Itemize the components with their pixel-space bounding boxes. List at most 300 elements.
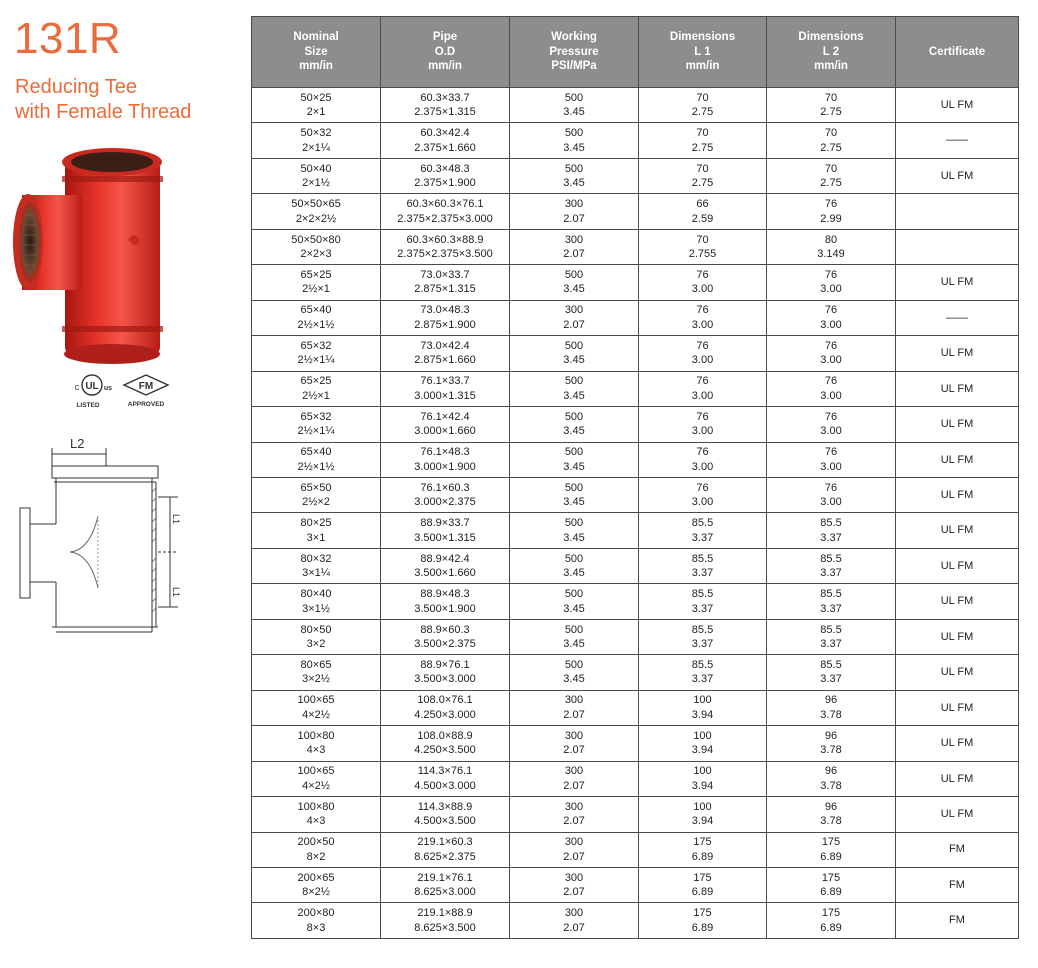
cell-working-pressure [510, 619, 639, 654]
ul-us-mark: us [103, 385, 113, 392]
cell-line: 3×2½ [302, 673, 330, 686]
cell-pipe-od [381, 194, 510, 229]
cell-pipe-od [381, 690, 510, 725]
cell-line: 3.37 [820, 638, 842, 651]
cell-line: 60.3×42.4 [420, 127, 470, 140]
cell-dimension-l1 [639, 123, 767, 158]
cell-line: 2½×1½ [297, 318, 335, 331]
cell-working-pressure [510, 194, 639, 229]
cell-line: 3.00 [820, 389, 842, 402]
cell-line: 2.75 [820, 141, 842, 154]
cell-line: 70 [824, 91, 838, 104]
cell-line: 500 [564, 446, 584, 459]
cell-dimension-l2 [767, 867, 896, 902]
table-row [252, 265, 1019, 300]
header-nominal-size: Nominal Size mm/in [252, 17, 381, 88]
product-name-line: Reducing Tee [15, 76, 137, 98]
cell-line: 2.99 [820, 212, 842, 225]
cell-line: 200×65 [297, 871, 335, 884]
cell-dimension-l2 [767, 726, 896, 761]
cell-line: 3.45 [563, 141, 585, 154]
cell-line: 70 [824, 127, 838, 140]
cell-line: 175 [693, 907, 712, 920]
table-row [252, 761, 1019, 796]
cell-dimension-l2 [767, 903, 896, 939]
cell-certificate: UL FM [896, 797, 1019, 832]
cell-line: 65×25 [300, 268, 332, 281]
cell-line: 80×65 [300, 658, 332, 671]
cell-line: 3.78 [820, 779, 842, 792]
cell-line: 2.375×1.900 [414, 177, 476, 190]
cell-line: 3.37 [820, 567, 842, 580]
cell-line: 3.500×1.900 [414, 602, 476, 615]
cell-line: 3.500×2.375 [414, 638, 476, 651]
cell-nominal-size [252, 513, 381, 548]
cell-line: 80×32 [300, 552, 332, 565]
cell-dimension-l2 [767, 229, 896, 264]
cell-dimension-l1 [639, 655, 767, 690]
cell-line: 6.89 [691, 886, 714, 899]
specification-table [251, 16, 1019, 939]
cell-line: 3.00 [820, 460, 842, 473]
cell-line: 2.07 [563, 708, 585, 721]
cell-line: 2½×1½ [297, 460, 335, 473]
cell-working-pressure [510, 158, 639, 193]
cell-line: 3.94 [691, 708, 714, 721]
cell-line: 96 [824, 729, 838, 742]
cell-line: 3.37 [820, 531, 842, 544]
cell-line: 80×40 [300, 588, 332, 601]
cell-line: 3.00 [691, 354, 714, 367]
cell-working-pressure [510, 229, 639, 264]
cell-line: 100×65 [297, 765, 335, 778]
cell-certificate: UL FM [896, 761, 1019, 796]
cell-dimension-l1 [639, 619, 767, 654]
cell-dimension-l1 [639, 584, 767, 619]
cell-line: 500 [564, 552, 584, 565]
cell-dimension-l2 [767, 690, 896, 725]
cell-working-pressure [510, 761, 639, 796]
cell-line: 85.5 [820, 588, 842, 601]
cell-line: 500 [564, 127, 584, 140]
cell-line: 100×80 [297, 800, 335, 813]
product-name [15, 75, 191, 125]
cell-certificate: UL FM [896, 88, 1019, 123]
cell-working-pressure [510, 655, 639, 690]
cell-nominal-size [252, 619, 381, 654]
table-row [252, 867, 1019, 902]
cell-nominal-size [252, 158, 381, 193]
cell-certificate: UL FM [896, 619, 1019, 654]
cell-line: 2½×1¼ [297, 425, 335, 438]
cell-line: 3.37 [820, 602, 842, 615]
cell-line: 500 [564, 375, 584, 388]
table-row [252, 336, 1019, 371]
cell-nominal-size [252, 832, 381, 867]
cell-dimension-l1 [639, 761, 767, 796]
cell-dimension-l2 [767, 371, 896, 406]
cell-line: 2.07 [563, 921, 585, 934]
cell-nominal-size [252, 88, 381, 123]
cell-dimension-l2 [767, 797, 896, 832]
cell-pipe-od [381, 726, 510, 761]
cell-line: 3.00 [691, 318, 714, 331]
cell-line: 3.00 [820, 283, 842, 296]
cell-line: 2.75 [691, 177, 714, 190]
cell-line: 500 [564, 410, 584, 423]
cell-line: 76 [824, 410, 838, 423]
cell-line: 76.1×42.4 [420, 410, 470, 423]
cell-line: 3.00 [691, 425, 714, 438]
cell-line: 114.3×88.9 [417, 800, 473, 813]
cell-line: 73.0×33.7 [420, 268, 470, 281]
cell-line: 3×2 [306, 638, 326, 651]
cell-line: 6.89 [691, 850, 714, 863]
cell-line: 3.37 [691, 602, 714, 615]
table-row [252, 548, 1019, 583]
cell-line: 65×25 [300, 375, 332, 388]
cell-line: 300 [564, 907, 584, 920]
cell-line: 4.500×3.500 [414, 815, 476, 828]
cell-pipe-od [381, 548, 510, 583]
cell-dimension-l1 [639, 477, 767, 512]
cell-line: 8×2 [306, 850, 326, 863]
cell-line: 2.07 [563, 318, 585, 331]
cell-dimension-l2 [767, 407, 896, 442]
cell-line: 3.500×1.315 [414, 531, 476, 544]
cell-line: 300 [564, 871, 584, 884]
cell-line: 76 [696, 481, 709, 494]
cell-line: 3.45 [563, 425, 585, 438]
cell-line: 76 [824, 198, 838, 211]
cell-working-pressure [510, 832, 639, 867]
cell-working-pressure [510, 797, 639, 832]
cell-line: 85.5 [691, 517, 714, 530]
cell-line: 60.3×60.3×88.9 [406, 233, 484, 246]
cell-working-pressure [510, 548, 639, 583]
product-name-line: with Female Thread [15, 101, 192, 123]
cell-working-pressure [510, 336, 639, 371]
cell-line: 500 [564, 162, 584, 175]
cell-line: 2.07 [563, 850, 585, 863]
cell-line: 6.89 [820, 921, 842, 934]
cell-line: 3.45 [563, 531, 585, 544]
cell-line: 2.375×2.375×3.000 [397, 212, 493, 225]
cell-line: 2×2×2½ [295, 212, 337, 225]
cell-nominal-size [252, 194, 381, 229]
cell-line: 76 [824, 339, 838, 352]
cell-line: 3.45 [563, 177, 585, 190]
cell-line: 3.45 [563, 354, 585, 367]
cell-line: 2.875×1.660 [414, 354, 476, 367]
certification-logos [62, 372, 182, 412]
cell-line: 85.5 [691, 552, 714, 565]
cell-dimension-l1 [639, 158, 767, 193]
cell-line: 65×32 [300, 339, 332, 352]
cell-nominal-size [252, 584, 381, 619]
header-dimensions-l1: Dimensions L 1 mm/in [639, 17, 767, 88]
cell-line: 76 [824, 446, 838, 459]
cell-pipe-od [381, 442, 510, 477]
cell-nominal-size [252, 407, 381, 442]
cell-line: 73.0×42.4 [420, 339, 470, 352]
cell-nominal-size [252, 726, 381, 761]
cell-line: 50×32 [300, 127, 332, 140]
cell-line: 100×80 [297, 729, 335, 742]
cell-line: 175 [821, 907, 841, 920]
cell-certificate: UL FM [896, 584, 1019, 619]
cell-line: 500 [564, 268, 584, 281]
cell-dimension-l1 [639, 442, 767, 477]
cell-line: 88.9×33.7 [420, 517, 470, 530]
cell-line: 60.3×33.7 [420, 91, 470, 104]
cell-certificate [896, 194, 1019, 229]
cell-line: 8×2½ [302, 886, 330, 899]
label-l2: L2 [70, 436, 85, 451]
table-row [252, 726, 1019, 761]
cell-nominal-size [252, 797, 381, 832]
table-header-row [252, 17, 1019, 88]
cell-line: 70 [696, 233, 709, 246]
cell-line: 300 [564, 800, 584, 813]
cell-line: 2×1½ [302, 177, 330, 190]
cell-nominal-size [252, 442, 381, 477]
cell-line: 3.94 [691, 744, 714, 757]
cell-certificate: —— [896, 300, 1019, 335]
fm-caption: APPROVED [127, 401, 165, 408]
cell-line: 2.875×1.900 [414, 318, 476, 331]
cell-nominal-size [252, 655, 381, 690]
cell-line: 8.625×3.000 [414, 886, 476, 899]
cell-dimension-l2 [767, 477, 896, 512]
cell-dimension-l1 [639, 229, 767, 264]
cell-pipe-od [381, 832, 510, 867]
cell-line: 2.07 [563, 815, 585, 828]
cell-line: 3.00 [820, 318, 842, 331]
cell-line: 2.75 [691, 141, 714, 154]
cell-line: 2.75 [691, 106, 714, 119]
cell-line: 2½×2 [302, 496, 330, 509]
cell-dimension-l2 [767, 655, 896, 690]
cell-dimension-l2 [767, 123, 896, 158]
cell-line: 114.3×76.1 [417, 765, 473, 778]
cell-dimension-l2 [767, 548, 896, 583]
cell-line: 6.89 [691, 921, 714, 934]
cell-certificate: UL FM [896, 371, 1019, 406]
cell-pipe-od [381, 229, 510, 264]
cell-line: 3.000×1.660 [414, 425, 476, 438]
cell-line: 3.37 [820, 673, 842, 686]
cell-line: 3.37 [691, 567, 714, 580]
cell-line: 300 [564, 836, 584, 849]
cell-line: 2.75 [820, 106, 842, 119]
cell-line: 300 [564, 304, 584, 317]
cell-pipe-od [381, 619, 510, 654]
cell-nominal-size [252, 477, 381, 512]
cell-certificate: —— [896, 123, 1019, 158]
cell-line: 2×2×3 [300, 248, 332, 261]
cell-line: 100 [693, 765, 712, 778]
cell-line: 500 [564, 658, 584, 671]
cell-line: 3.45 [563, 283, 585, 296]
cell-pipe-od [381, 371, 510, 406]
cell-line: 219.1×76.1 [417, 871, 473, 884]
header-working-pressure: Working Pressure PSI/MPa [510, 17, 639, 88]
cell-line: 73.0×48.3 [420, 304, 470, 317]
cell-dimension-l2 [767, 88, 896, 123]
cell-line: 76 [696, 268, 709, 281]
cell-pipe-od [381, 300, 510, 335]
cell-certificate: UL FM [896, 548, 1019, 583]
cell-line: 76 [696, 339, 709, 352]
cell-pipe-od [381, 407, 510, 442]
cell-line: 4.250×3.500 [414, 744, 476, 757]
table-row [252, 690, 1019, 725]
cell-line: 3.00 [691, 496, 714, 509]
table-row [252, 300, 1019, 335]
table-row [252, 513, 1019, 548]
cell-line: 85.5 [820, 552, 842, 565]
cell-dimension-l1 [639, 548, 767, 583]
cell-dimension-l2 [767, 761, 896, 796]
cell-line: 3.00 [691, 283, 714, 296]
cell-nominal-size [252, 265, 381, 300]
ul-c-mark: c [74, 382, 80, 392]
cell-line: 2½×1 [302, 389, 330, 402]
cell-dimension-l1 [639, 832, 767, 867]
cell-pipe-od [381, 655, 510, 690]
cell-line: 3.78 [820, 708, 842, 721]
cell-pipe-od [381, 88, 510, 123]
cell-line: 76 [824, 304, 838, 317]
cell-line: 500 [564, 517, 584, 530]
technical-drawing [10, 432, 190, 642]
table-row [252, 832, 1019, 867]
cell-nominal-size [252, 229, 381, 264]
cell-line: 100 [693, 694, 712, 707]
cell-line: 175 [821, 871, 841, 884]
cell-line: 300 [564, 765, 584, 778]
cell-dimension-l1 [639, 726, 767, 761]
cell-certificate: UL FM [896, 513, 1019, 548]
cell-line: 4×3 [306, 815, 326, 828]
cell-line: 2.75 [820, 177, 842, 190]
table-row [252, 407, 1019, 442]
cell-line: 85.5 [820, 658, 842, 671]
table-row [252, 158, 1019, 193]
fm-approved-logo [124, 375, 168, 408]
cell-line: 500 [564, 623, 584, 636]
header-certificate: Certificate [896, 17, 1019, 88]
cell-line: 3.45 [563, 602, 585, 615]
cell-pipe-od [381, 584, 510, 619]
table-body [252, 88, 1019, 939]
cell-certificate: UL FM [896, 442, 1019, 477]
table-row [252, 88, 1019, 123]
cell-certificate: FM [896, 832, 1019, 867]
cell-line: 500 [564, 339, 584, 352]
cell-working-pressure [510, 903, 639, 939]
cell-line: 3.45 [563, 389, 585, 402]
cell-line: 76 [696, 375, 709, 388]
cell-line: 3.37 [691, 638, 714, 651]
cell-certificate [896, 229, 1019, 264]
cell-line: 50×50×80 [291, 233, 341, 246]
cell-line: 85.5 [691, 623, 714, 636]
label-l1-bottom: L1 [171, 587, 181, 598]
cell-line: 8×3 [306, 921, 326, 934]
cell-line: 85.5 [820, 517, 842, 530]
table-row [252, 584, 1019, 619]
cell-line: 60.3×48.3 [420, 162, 470, 175]
cell-line: 300 [564, 233, 584, 246]
cell-pipe-od [381, 477, 510, 512]
cell-line: 200×50 [297, 836, 335, 849]
cell-line: 175 [693, 871, 712, 884]
cell-dimension-l2 [767, 265, 896, 300]
product-code: 131R [14, 14, 122, 63]
cell-line: 80×50 [300, 623, 332, 636]
ul-caption: LISTED [76, 402, 100, 409]
cell-nominal-size [252, 903, 381, 939]
cell-line: 175 [821, 836, 841, 849]
cell-line: 2.07 [563, 744, 585, 757]
cell-line: 96 [824, 694, 838, 707]
ul-letters: UL [85, 381, 99, 392]
cell-line: 3.500×3.000 [414, 673, 476, 686]
cell-line: 300 [564, 198, 584, 211]
header-pipe-od: Pipe O.D mm/in [381, 17, 510, 88]
cell-dimension-l1 [639, 903, 767, 939]
table-row [252, 655, 1019, 690]
cell-line: 500 [564, 91, 584, 104]
cell-line: 2.07 [563, 248, 585, 261]
cell-working-pressure [510, 88, 639, 123]
cell-line: 3.00 [820, 354, 842, 367]
cell-pipe-od [381, 513, 510, 548]
cell-line: 3.37 [691, 531, 714, 544]
cell-line: 3.45 [563, 460, 585, 473]
cell-certificate: UL FM [896, 265, 1019, 300]
ul-listed-logo [75, 375, 112, 409]
cell-line: 3.000×1.900 [414, 460, 476, 473]
cell-nominal-size [252, 761, 381, 796]
cell-nominal-size [252, 300, 381, 335]
cell-line: 76.1×33.7 [420, 375, 470, 388]
cell-line: 76 [696, 304, 709, 317]
cell-line: 76 [824, 375, 838, 388]
cell-working-pressure [510, 690, 639, 725]
cell-line: 2.59 [691, 212, 714, 225]
cell-line: 4.250×3.000 [414, 708, 476, 721]
cell-dimension-l2 [767, 584, 896, 619]
cell-line: 76 [824, 268, 838, 281]
table-row [252, 477, 1019, 512]
cell-line: 3.45 [563, 567, 585, 580]
cell-line: 85.5 [691, 658, 714, 671]
cell-line: 3.149 [817, 248, 845, 261]
cell-line: 96 [824, 800, 838, 813]
cell-line: 100 [693, 729, 712, 742]
cell-line: 219.1×88.9 [417, 907, 473, 920]
cell-dimension-l1 [639, 407, 767, 442]
cell-line: 2.875×1.315 [414, 283, 476, 296]
cell-dimension-l2 [767, 832, 896, 867]
cell-line: 2.755 [688, 248, 717, 261]
cell-pipe-od [381, 265, 510, 300]
cell-certificate: UL FM [896, 407, 1019, 442]
cell-line: 76.1×60.3 [420, 481, 470, 494]
